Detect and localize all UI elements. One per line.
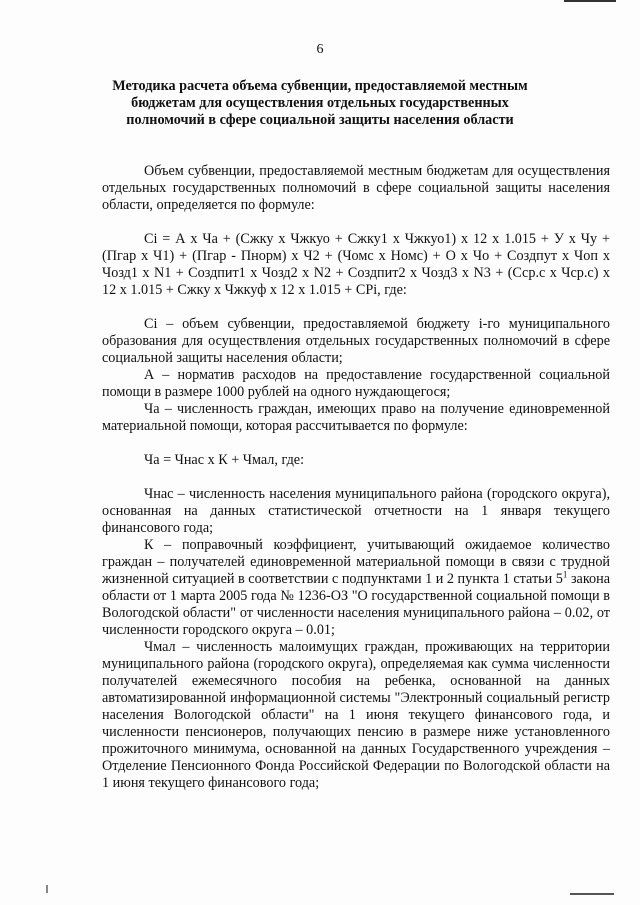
page-number: 6 — [316, 42, 324, 57]
definition-a: А – норматив расходов на предоставление государственной социальной помощи в размере 1000 рублей на одного нуждающегося; — [102, 367, 610, 400]
document-title: Методика расчета объема субвенции, предоставляемой местным бюджетам для осуществления отдельных государственных полномочий в сфере социальной защиты населения области — [112, 78, 528, 128]
definition-k-text-cont: закона области от 1 марта 2005 года № 1236-ОЗ "О государственной социальной помощи в Вологодской области" от численности населения муниципального района – 0.02, от численности городского округа – 0.01; — [102, 571, 610, 638]
definition-k-text: К – поправочный коэффициент, учитывающий ожидаемое количество граждан – получателей единовременной материальной помощи в связи с трудной жизненной ситуацией в соответствии с подпунктами 1 и 2 пункта 1 статьи 5 — [102, 537, 610, 587]
definition-chnas: Чнас – численность населения муниципального района (городского округа), основанная на данных статистической отчетности на 1 января текущего финансового года; — [102, 486, 610, 536]
definition-ci: Ci – объем субвенции, предоставляемой бюджету i-го муниципального образования для осуществления отдельных государственных полномочий в сфере социальной защиты населения области; — [102, 316, 610, 366]
paragraph-intro: Объем субвенции, предоставляемой местным бюджетам для осуществления отдельных государственных полномочий в сфере социальной защиты населения области, определяется по формуле: — [102, 163, 610, 213]
scan-mark-top — [564, 0, 616, 2]
scan-mark-bottom — [570, 893, 614, 895]
definition-chmal: Чмал – численность малоимущих граждан, проживающих на территории муниципального района (городского округа), определяемая как сумма численности получателей ежемесячного пособия на ребенка, основанной на данных автоматизированной информационной системы "Электронный социальный регистр населения Вологодской области" на 1 июня текущего финансового года, и численности пенсионеров, получающих пенсию в размере ниже установленного прожиточного минимума, основанной на данных Государственного учреждения – Отделение Пенсионного Фонда Российской Федерации по Вологодской области на 1 июня текущего финансового года; — [102, 639, 610, 791]
scan-mark-left — [46, 885, 48, 893]
formula-cha: Ча = Чнас х К + Чмал, где: — [144, 452, 305, 468]
document-body — [102, 163, 610, 792]
definition-k — [102, 537, 610, 639]
definition-cha: Ча – численность граждан, имеющих право на получение единовременной материальной помощи, которая рассчитывается по формуле: — [102, 401, 610, 434]
article-superscript: 1 — [562, 569, 568, 580]
formula-main: Ci = А х Ча + (Сжку х Чжкуо + Сжку1 х Чжкуо1) х 12 х 1.015 + У х Чу + (Пгар х Ч1) + (Пгар - Пнорм) х Ч2 + (Чомс х Номс) + О х Чо + Создпут х Чоп х Чозд1 х N1 + Создпит1 х Чозд2 х N2 + Создпит2 х Чозд3 х N3 + (Сср.с х Чср.с) х 12 х 1.015 + Сжку х Чжкуф х 12 х 1.015 + СPi, где: — [102, 231, 610, 298]
